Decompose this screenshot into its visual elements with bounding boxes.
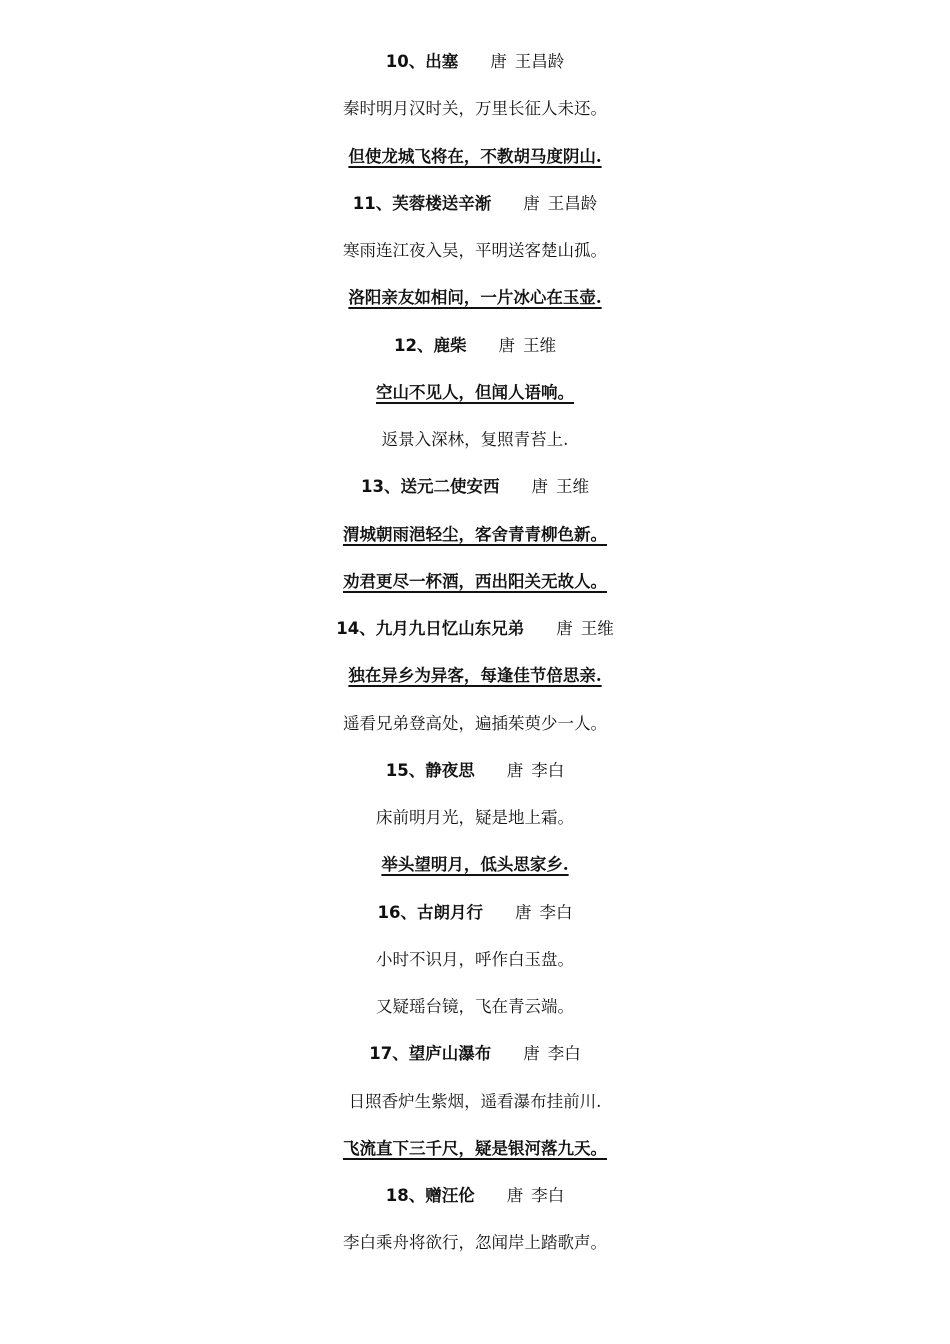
poem-title	[0, 192, 950, 216]
poem-poet: 李白	[531, 760, 565, 780]
poem-poet: 李白	[547, 1044, 581, 1064]
poem-line-text: 李白乘舟将欲行，忽闻岸上踏歌声。	[343, 1233, 607, 1253]
poem-line	[0, 712, 950, 736]
poem-dynasty: 唐	[523, 1044, 540, 1064]
poem-line	[0, 1231, 950, 1255]
poem-title	[0, 617, 950, 641]
poem-line-text: 日照香炉生紫烟，遥看瀑布挂前川.	[348, 1091, 602, 1111]
poem-line	[0, 806, 950, 830]
poem-line-text: 举头望明月，低头思家乡.	[381, 855, 569, 875]
poem-title-text: 15、静夜思	[385, 760, 475, 780]
poem-title	[0, 1184, 950, 1208]
poem-title-text: 18、赠汪伦	[385, 1186, 475, 1205]
poem-line-text: 返景入深林，复照青苔上.	[381, 430, 569, 449]
poem-line-text: 空山不见人，但闻人语响。	[376, 382, 574, 402]
poem-poet: 李白	[531, 1186, 565, 1205]
poem-title	[0, 759, 950, 783]
poem-line-text: 小时不识月，呼作白玉盘。	[376, 949, 574, 969]
poem-dynasty: 唐	[498, 335, 515, 355]
poem-dynasty: 唐	[556, 619, 573, 638]
poem-line	[0, 97, 950, 121]
poem-title	[0, 50, 950, 74]
poem-poet: 李白	[539, 902, 573, 922]
poem-line-text: 飞流直下三千尺，疑是银河落九天。	[343, 1138, 607, 1158]
poem-line-highlighted	[0, 381, 950, 405]
poem-title	[0, 1042, 950, 1066]
poem-line-text: 洛阳亲友如相问，一片冰心在玉壶.	[348, 288, 602, 308]
poem-line-text: 但使龙城飞将在，不教胡马度阴山.	[348, 146, 602, 166]
poem-title-text: 11、芙蓉楼送辛渐	[352, 193, 492, 213]
poem-dynasty: 唐	[523, 193, 540, 213]
poem-line-highlighted	[0, 286, 950, 310]
poem-line-highlighted	[0, 523, 950, 547]
poem-line-text: 床前明月光，疑是地上霜。	[376, 808, 574, 827]
poem-line	[0, 428, 950, 452]
poem-line-text: 独在异乡为异客，每逢佳节倍思亲.	[348, 666, 602, 686]
poem-line-text: 秦时明月汉时关，万里长征人未还。	[343, 99, 607, 119]
poem-line	[0, 1090, 950, 1114]
poem-line-highlighted	[0, 853, 950, 877]
poem-line-highlighted	[0, 664, 950, 688]
poem-dynasty: 唐	[490, 52, 507, 71]
poem-line	[0, 995, 950, 1019]
poem-title	[0, 475, 950, 499]
poem-poet: 王维	[522, 335, 556, 355]
poem-poet: 王维	[580, 619, 614, 638]
poem-line-highlighted	[0, 145, 950, 169]
poem-title	[0, 901, 950, 925]
poem-line-text: 寒雨连江夜入吴，平明送客楚山孤。	[343, 241, 607, 260]
poem-dynasty: 唐	[514, 902, 532, 922]
poem-dynasty: 唐	[506, 760, 524, 780]
poem-dynasty: 唐	[506, 1186, 524, 1205]
poem-poet: 王维	[555, 477, 589, 497]
poem-dynasty: 唐	[531, 477, 548, 497]
poem-poet: 王昌龄	[547, 193, 598, 213]
poem-line-text: 渭城朝雨浥轻尘，客舍青青柳色新。	[343, 524, 607, 544]
poem-line	[0, 239, 950, 263]
poem-line-highlighted	[0, 570, 950, 594]
poem-title-text: 13、送元二使安西	[361, 477, 500, 497]
poem-title-text: 12、鹿柴	[394, 335, 467, 355]
poem-title-text: 10、出塞	[385, 52, 459, 71]
poem-line-text: 又疑瑶台镜，飞在青云端。	[376, 997, 574, 1016]
poem-line	[0, 948, 950, 972]
poem-line-highlighted	[0, 1137, 950, 1161]
poem-title-text: 17、望庐山瀑布	[369, 1044, 492, 1064]
poem-title-text: 16、古朗月行	[377, 902, 483, 922]
poem-title-text: 14、九月九日忆山东兄弟	[336, 619, 525, 638]
poem-title	[0, 334, 950, 358]
poem-line-text: 遥看兄弟登高处，遍插茱萸少一人。	[343, 713, 607, 733]
poem-line-text: 劝君更尽一杯酒，西出阳关无故人。	[343, 571, 607, 591]
poem-poet: 王昌龄	[514, 52, 565, 71]
